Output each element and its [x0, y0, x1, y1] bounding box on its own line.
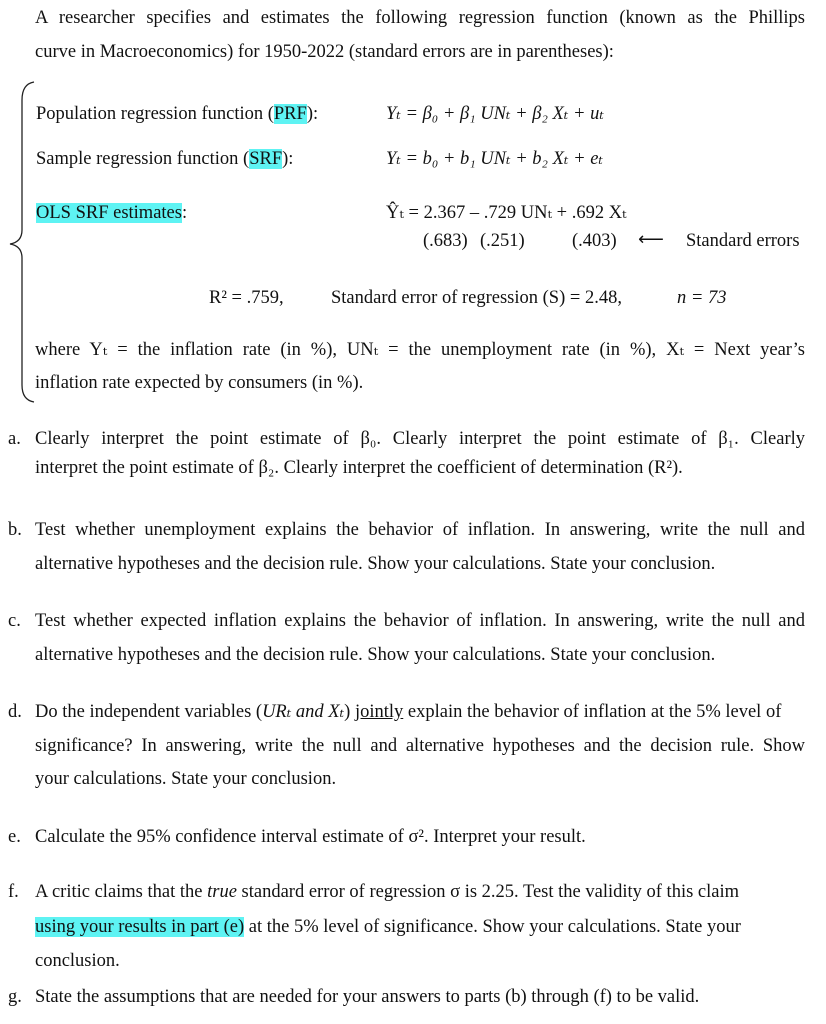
r-squared: R² = .759,	[209, 288, 284, 308]
question-b-line-2: alternative hypotheses and the decision rule. Show your calculations. State your conclusion.	[35, 554, 716, 574]
question-b-line-1: Test whether unemployment explains the behavior of inflation. In answering, write the null and	[35, 520, 805, 540]
se-x: (.403)	[572, 231, 617, 251]
prf-label-text: Population regression function (	[36, 104, 274, 124]
ols-highlight: OLS SRF estimates	[36, 203, 182, 223]
question-d-line-1	[35, 701, 805, 723]
srf-highlight: SRF	[249, 149, 283, 169]
question-c-line-2: alternative hypotheses and the decision rule. Show your calculations. State your conclusion.	[35, 645, 716, 665]
prf-label-end: ):	[306, 104, 319, 124]
f-text: standard error of regression σ is 2.25. Test the validity of this claim	[236, 882, 739, 902]
question-g-line-1: State the assumptions that are needed for your answers to parts (b) through (f) to be valid.	[35, 987, 700, 1007]
question-a-line-1: Clearly interpret the point estimate of β₀. Clearly interpret the point estimate of β₁. Clearly	[35, 429, 805, 449]
arrow-left-icon: ⟵	[638, 229, 664, 250]
question-d-line-3: your calculations. State your conclusion.	[35, 769, 337, 789]
d-variables: URₜ and Xₜ	[262, 702, 345, 722]
question-c-line-1: Test whether expected inflation explains the behavior of inflation. In answering, write the null and	[35, 611, 805, 631]
question-e-letter: e.	[8, 827, 21, 847]
question-d-letter: d.	[8, 702, 22, 722]
d-text: )	[344, 702, 355, 722]
f-text: A critic claims that the	[35, 882, 208, 902]
question-g-letter: g.	[8, 987, 22, 1007]
question-b-letter: b.	[8, 520, 22, 540]
question-e-line-1: Calculate the 95% confidence interval estimate of σ². Interpret your result.	[35, 827, 586, 847]
ols-colon: :	[181, 203, 188, 223]
question-a-line-2: interpret the point estimate of β₂. Clearly interpret the coefficient of determination (R²).	[35, 458, 683, 478]
intro-line-2: curve in Macroeconomics) for 1950-2022 (standard errors are in parentheses):	[35, 42, 614, 62]
f-italic-true: true	[207, 882, 237, 902]
ols-label	[36, 202, 187, 224]
f-highlight: using your results in part (e)	[35, 917, 245, 937]
intro-line-1: A researcher specifies and estimates the following regression function (known as the Phillips	[35, 8, 805, 28]
f-text: at the 5% level of significance. Show your calculations. State your	[244, 917, 741, 937]
srf-equation: Yₜ = b₀ + b₁ UNₜ + b₂ Xₜ + eₜ	[386, 149, 603, 169]
srf-label	[36, 148, 293, 170]
question-f-line-2	[35, 916, 805, 938]
question-f-letter: f.	[8, 882, 19, 902]
prf-label	[36, 103, 318, 125]
se-intercept: (.683)	[423, 231, 468, 251]
question-f-line-3: conclusion.	[35, 951, 120, 971]
srf-label-end: ):	[282, 149, 294, 169]
question-f-line-1	[35, 881, 805, 903]
sample-size: n = 73	[677, 288, 727, 308]
d-text: explain the behavior of inflation at the 5% level of	[403, 702, 782, 722]
left-brace	[6, 80, 36, 405]
prf-highlight: PRF	[273, 104, 307, 124]
d-underlined-jointly: jointly	[354, 702, 404, 722]
se-label: Standard errors	[686, 231, 800, 251]
se-un: (.251)	[480, 231, 525, 251]
standard-error-regression: Standard error of regression (S) = 2.48,	[331, 288, 622, 308]
question-a-letter: a.	[8, 429, 21, 449]
prf-equation: Yₜ = β₀ + β₁ UNₜ + β₂ Xₜ + uₜ	[386, 104, 604, 124]
srf-label-text: Sample regression function (	[36, 149, 250, 169]
where-line-2: inflation rate expected by consumers (in %).	[35, 373, 364, 393]
d-text: Do the independent variables (	[35, 702, 263, 722]
where-line-1: where Yₜ = the inflation rate (in %), UNₜ = the unemployment rate (in %), Xₜ = Next year’s	[35, 340, 805, 360]
question-d-line-2: significance? In answering, write the null and alternative hypotheses and the decision rule. Show	[35, 736, 805, 756]
question-c-letter: c.	[8, 611, 21, 631]
ols-equation: Ŷₜ = 2.367 – .729 UNₜ + .692 Xₜ	[386, 203, 627, 223]
